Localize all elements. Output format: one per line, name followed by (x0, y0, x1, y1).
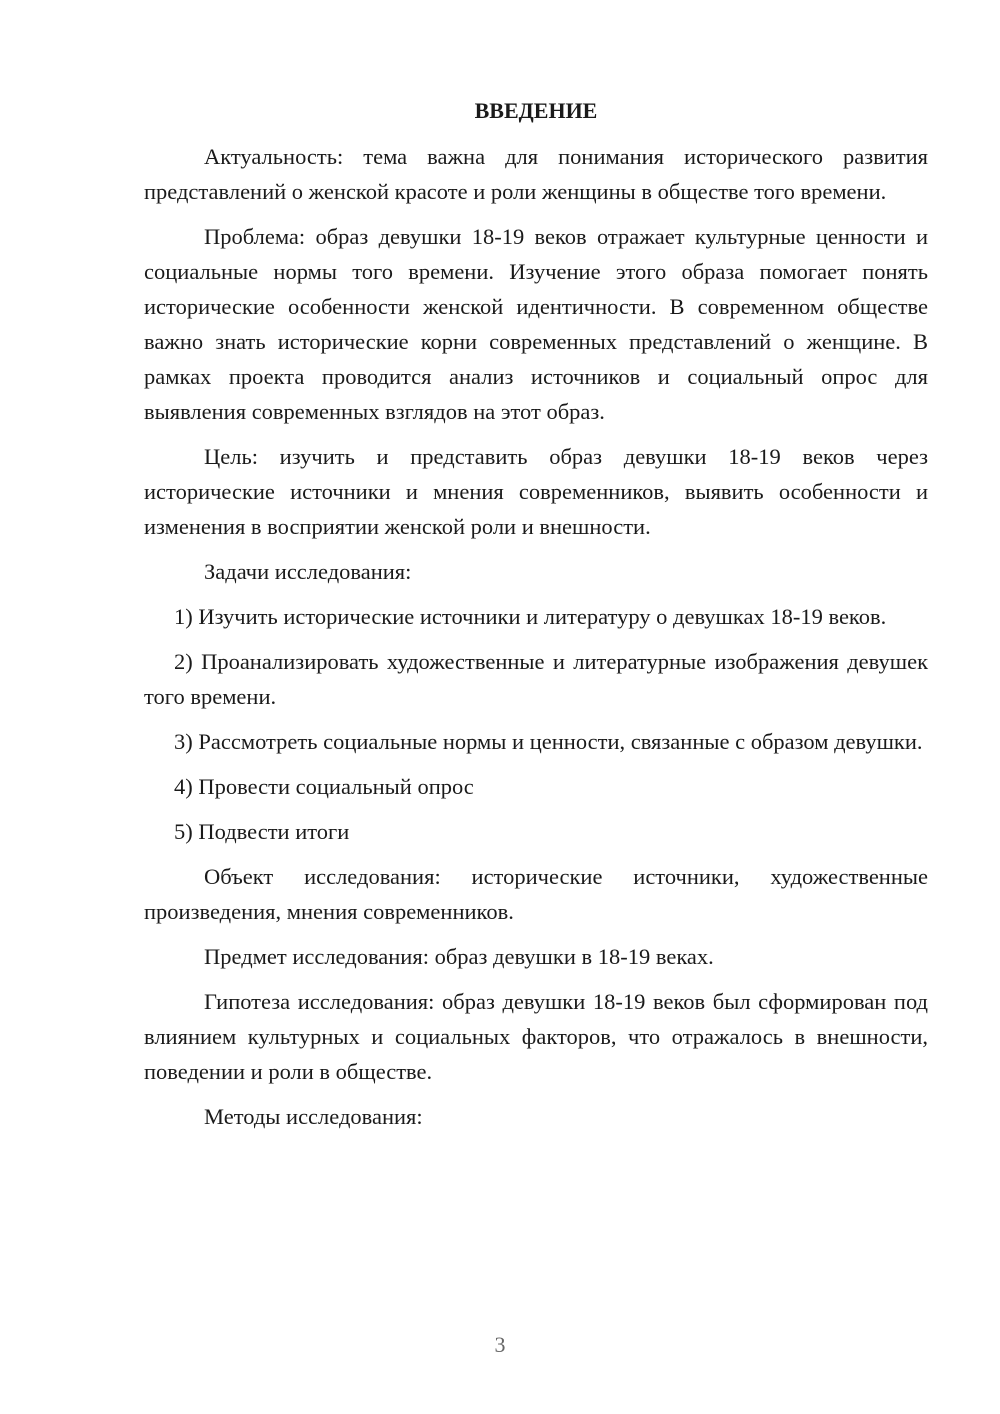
task-item-5: 5) Подвести итоги (174, 819, 350, 844)
document-page (144, 95, 928, 1144)
relevance-paragraph: Актуальность: тема важна для понимания исторического развития представлений о женской красоте и роли женщины в обществе того времени. (144, 144, 928, 204)
hypothesis-paragraph: Гипотеза исследования: образ девушки 18-19 веков был сформирован под влиянием культурных и социальных факторов, что отражалось в внешности, поведении и роли в обществе. (144, 989, 928, 1084)
subject-paragraph: Предмет исследования: образ девушки в 18-19 веках. (204, 944, 714, 969)
task-item-4: 4) Провести социальный опрос (174, 774, 474, 799)
methods-heading: Методы исследования: (204, 1104, 423, 1129)
section-title: ВВЕДЕНИЕ (474, 98, 598, 123)
task-item-3: 3) Рассмотреть социальные нормы и ценности, связанные с образом девушки. (174, 729, 923, 754)
tasks-heading: Задачи исследования: (204, 559, 412, 584)
goal-paragraph: Цель: изучить и представить образ девушки 18-19 веков через исторические источники и мнения современников, выявить особенности и изменения в восприятии женской роли и внешности. (144, 444, 928, 539)
page-number: 3 (494, 1332, 506, 1357)
task-item-1: 1) Изучить исторические источники и литературу о девушках 18-19 веков. (174, 604, 887, 629)
problem-paragraph: Проблема: образ девушки 18-19 веков отражает культурные ценности и социальные нормы того времени. Изучение этого образа помогает понять исторические особенности женской идентичности. В современном обществе важно знать исторические корни современных представлений о женщине. В рамках проекта проводится анализ источников и социальный опрос для выявления современных взглядов на этот образ. (144, 224, 928, 424)
object-paragraph: Объект исследования: исторические источники, художественные произведения, мнения современников. (144, 864, 928, 924)
task-item-2: 2) Проанализировать художественные и литературные изображения девушек того времени. (144, 649, 928, 709)
